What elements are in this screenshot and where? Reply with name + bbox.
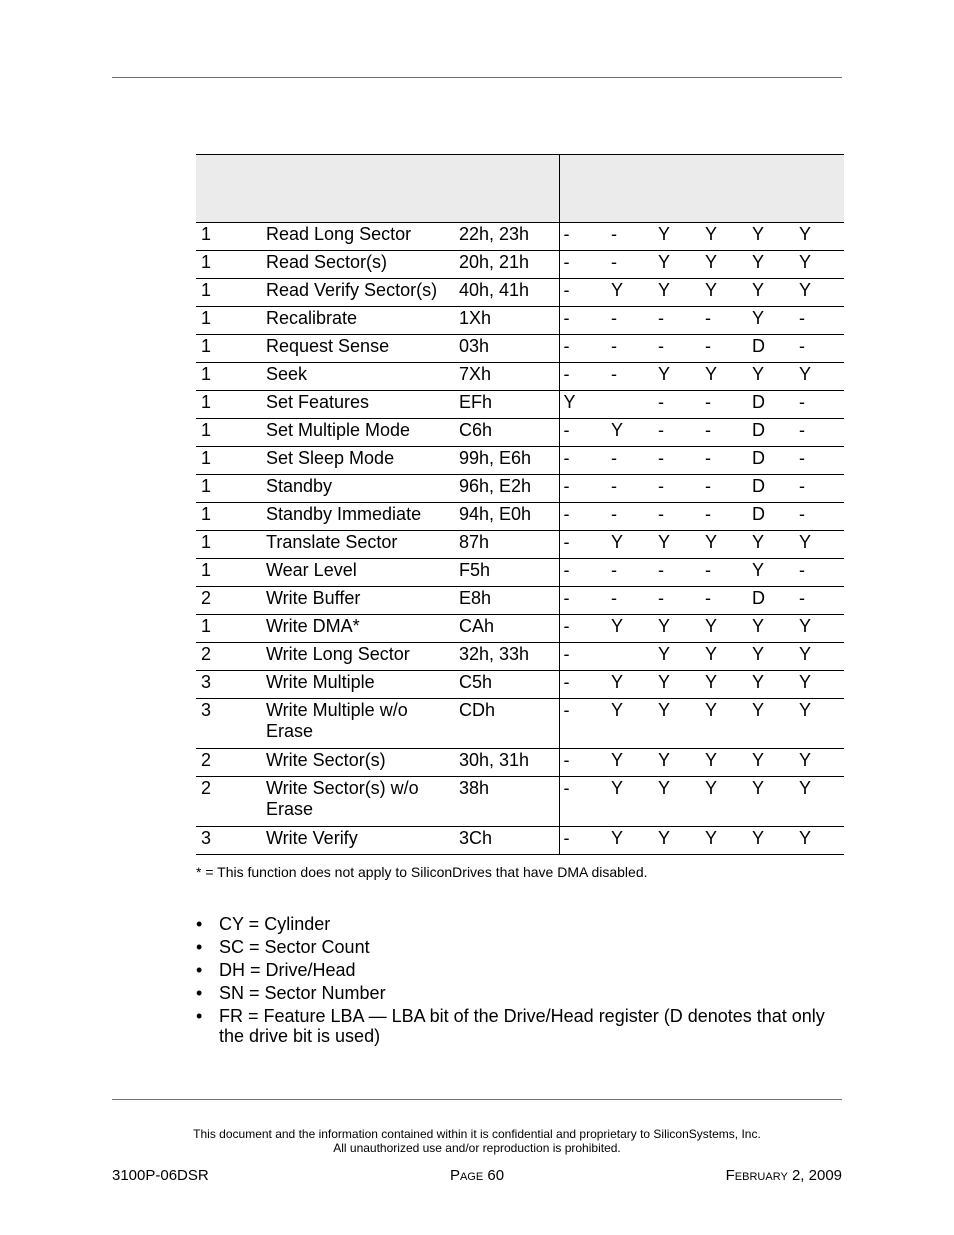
class-cell: 1 xyxy=(196,615,262,643)
sn-cell: - xyxy=(654,475,701,503)
table-row xyxy=(196,251,844,279)
sc-cell: - xyxy=(607,223,654,251)
lba-cell: Y xyxy=(795,827,844,855)
lba-cell: Y xyxy=(795,777,844,827)
lba-cell: Y xyxy=(795,699,844,749)
table-row xyxy=(196,531,844,559)
command-name-cell: Standby xyxy=(262,475,455,503)
sn-cell: - xyxy=(654,391,701,419)
lba-cell: - xyxy=(795,335,844,363)
command-name-cell: Read Sector(s) xyxy=(262,251,455,279)
cy-cell: - xyxy=(701,503,748,531)
command-name-cell: Write DMA* xyxy=(262,615,455,643)
dh-cell: Y xyxy=(748,307,795,335)
code-cell: 3Ch xyxy=(455,827,559,855)
header-rule xyxy=(112,77,842,78)
sn-cell: Y xyxy=(654,777,701,827)
class-cell: 2 xyxy=(196,587,262,615)
fr-cell: - xyxy=(559,307,607,335)
sc-cell: - xyxy=(607,251,654,279)
class-cell: 1 xyxy=(196,391,262,419)
command-name-cell: Read Verify Sector(s) xyxy=(262,279,455,307)
code-cell: 03h xyxy=(455,335,559,363)
definition-text: FR = Feature LBA — LBA bit of the Drive/Head register (D denotes that only the drive bit is used) xyxy=(219,1006,825,1046)
table-row xyxy=(196,643,844,671)
definition-item xyxy=(196,914,836,934)
command-name-cell: Set Features xyxy=(262,391,455,419)
sn-cell: Y xyxy=(654,223,701,251)
sn-cell: - xyxy=(654,307,701,335)
sc-cell xyxy=(607,643,654,671)
cy-cell: - xyxy=(701,419,748,447)
class-cell: 1 xyxy=(196,503,262,531)
lba-cell: Y xyxy=(795,671,844,699)
fr-cell: - xyxy=(559,587,607,615)
cy-cell: - xyxy=(701,587,748,615)
definition-item xyxy=(196,937,836,957)
table-row xyxy=(196,279,844,307)
sc-cell: Y xyxy=(607,699,654,749)
command-name-cell: Write Multiple xyxy=(262,671,455,699)
bullet-icon: • xyxy=(196,937,203,957)
sc-cell: - xyxy=(607,363,654,391)
fr-cell: - xyxy=(559,251,607,279)
class-cell: 3 xyxy=(196,827,262,855)
table-row xyxy=(196,671,844,699)
date-month-initial: F xyxy=(725,1167,735,1184)
lba-cell: - xyxy=(795,419,844,447)
fr-cell: - xyxy=(559,615,607,643)
cy-cell: Y xyxy=(701,615,748,643)
table-row xyxy=(196,447,844,475)
dh-cell: Y xyxy=(748,827,795,855)
command-name-cell: Seek xyxy=(262,363,455,391)
command-name-cell: Translate Sector xyxy=(262,531,455,559)
sn-cell: Y xyxy=(654,251,701,279)
sc-cell: Y xyxy=(607,279,654,307)
sc-cell: - xyxy=(607,503,654,531)
table-row xyxy=(196,559,844,587)
dh-cell: Y xyxy=(748,699,795,749)
bullet-icon: • xyxy=(196,983,203,1003)
lba-cell: Y xyxy=(795,251,844,279)
code-cell: 87h xyxy=(455,531,559,559)
fr-cell: - xyxy=(559,419,607,447)
command-name-cell: Standby Immediate xyxy=(262,503,455,531)
dh-cell: Y xyxy=(748,223,795,251)
class-cell: 1 xyxy=(196,531,262,559)
sc-cell: Y xyxy=(607,671,654,699)
cy-cell: Y xyxy=(701,223,748,251)
lba-cell: Y xyxy=(795,363,844,391)
definition-text: DH = Drive/Head xyxy=(219,960,356,980)
command-name-cell: Write Long Sector xyxy=(262,643,455,671)
fr-cell: - xyxy=(559,827,607,855)
definition-item xyxy=(196,983,836,1003)
cy-cell: Y xyxy=(701,749,748,777)
dh-cell: Y xyxy=(748,251,795,279)
table-row xyxy=(196,363,844,391)
class-cell: 1 xyxy=(196,335,262,363)
code-cell: 22h, 23h xyxy=(455,223,559,251)
confidentiality-notice xyxy=(112,1127,842,1155)
fr-cell: - xyxy=(559,223,607,251)
fr-cell: - xyxy=(559,749,607,777)
sc-cell: Y xyxy=(607,749,654,777)
code-cell: C5h xyxy=(455,671,559,699)
code-cell: 7Xh xyxy=(455,363,559,391)
table-body xyxy=(196,223,844,855)
class-cell: 3 xyxy=(196,671,262,699)
table-row xyxy=(196,777,844,827)
date-month-rest: EBRUARY xyxy=(734,1171,788,1183)
code-cell: EFh xyxy=(455,391,559,419)
cy-cell: Y xyxy=(701,363,748,391)
class-cell: 1 xyxy=(196,559,262,587)
table-row xyxy=(196,699,844,749)
code-cell: 1Xh xyxy=(455,307,559,335)
sn-cell: Y xyxy=(654,363,701,391)
sn-cell: Y xyxy=(654,279,701,307)
class-cell: 1 xyxy=(196,251,262,279)
table-header-right xyxy=(559,155,844,223)
sn-cell: - xyxy=(654,559,701,587)
table-row xyxy=(196,391,844,419)
class-cell: 3 xyxy=(196,699,262,749)
cy-cell: Y xyxy=(701,777,748,827)
class-cell: 1 xyxy=(196,475,262,503)
dh-cell: D xyxy=(748,391,795,419)
page-number-value: 60 xyxy=(487,1167,505,1184)
cy-cell: - xyxy=(701,475,748,503)
fr-cell: - xyxy=(559,363,607,391)
bullet-icon: • xyxy=(196,960,203,980)
code-cell: 20h, 21h xyxy=(455,251,559,279)
table-row xyxy=(196,503,844,531)
table-row xyxy=(196,587,844,615)
cy-cell: Y xyxy=(701,699,748,749)
code-cell: 94h, E0h xyxy=(455,503,559,531)
cy-cell: Y xyxy=(701,251,748,279)
dh-cell: Y xyxy=(748,279,795,307)
cy-cell: Y xyxy=(701,279,748,307)
code-cell: C6h xyxy=(455,419,559,447)
dh-cell: Y xyxy=(748,531,795,559)
table-row xyxy=(196,419,844,447)
sc-cell: Y xyxy=(607,827,654,855)
lba-cell: Y xyxy=(795,223,844,251)
dh-cell: D xyxy=(748,475,795,503)
sc-cell: Y xyxy=(607,419,654,447)
fr-cell: - xyxy=(559,335,607,363)
lba-cell: - xyxy=(795,447,844,475)
sc-cell: - xyxy=(607,447,654,475)
table-row xyxy=(196,475,844,503)
fr-cell: - xyxy=(559,279,607,307)
code-cell: 38h xyxy=(455,777,559,827)
bullet-icon: • xyxy=(196,914,203,934)
class-cell: 2 xyxy=(196,749,262,777)
command-name-cell: Write Verify xyxy=(262,827,455,855)
command-name-cell: Read Long Sector xyxy=(262,223,455,251)
fr-cell: - xyxy=(559,671,607,699)
fr-cell: - xyxy=(559,559,607,587)
bullet-icon: • xyxy=(196,1006,203,1026)
table-header-left xyxy=(196,155,559,223)
definition-item xyxy=(196,1006,836,1046)
dh-cell: Y xyxy=(748,615,795,643)
cy-cell: - xyxy=(701,559,748,587)
cy-cell: Y xyxy=(701,671,748,699)
dh-cell: D xyxy=(748,587,795,615)
fr-cell: - xyxy=(559,475,607,503)
fr-cell: - xyxy=(559,447,607,475)
class-cell: 1 xyxy=(196,279,262,307)
class-cell: 1 xyxy=(196,307,262,335)
document-date xyxy=(726,1167,842,1184)
code-cell: CAh xyxy=(455,615,559,643)
command-name-cell: Request Sense xyxy=(262,335,455,363)
code-cell: 99h, E6h xyxy=(455,447,559,475)
date-rest: 2, 2009 xyxy=(791,1167,842,1184)
table-row xyxy=(196,307,844,335)
definition-item xyxy=(196,960,836,980)
sc-cell: - xyxy=(607,475,654,503)
class-cell: 1 xyxy=(196,447,262,475)
cy-cell: Y xyxy=(701,827,748,855)
fr-cell: - xyxy=(559,531,607,559)
lba-cell: - xyxy=(795,391,844,419)
class-cell: 1 xyxy=(196,223,262,251)
command-name-cell: Write Sector(s) xyxy=(262,749,455,777)
document-id: 3100P-06DSR xyxy=(112,1167,209,1184)
dh-cell: Y xyxy=(748,749,795,777)
lba-cell: Y xyxy=(795,279,844,307)
page-prefix-initial: P xyxy=(449,1167,460,1184)
dh-cell: Y xyxy=(748,363,795,391)
dh-cell: Y xyxy=(748,559,795,587)
lba-cell: Y xyxy=(795,531,844,559)
table-footnote: * = This function does not apply to SiliconDrives that have DMA disabled. xyxy=(196,864,648,880)
code-cell: 30h, 31h xyxy=(455,749,559,777)
fr-cell: Y xyxy=(559,391,607,419)
sc-cell: - xyxy=(607,559,654,587)
sn-cell: Y xyxy=(654,699,701,749)
definition-text: CY = Cylinder xyxy=(219,914,331,934)
lba-cell: - xyxy=(795,475,844,503)
confidentiality-line-1: This document and the information contained within it is confidential and proprietary to SiliconSystems, Inc. xyxy=(193,1127,761,1141)
dh-cell: Y xyxy=(748,643,795,671)
sc-cell: - xyxy=(607,307,654,335)
code-cell: E8h xyxy=(455,587,559,615)
fr-cell: - xyxy=(559,777,607,827)
definition-text: SC = Sector Count xyxy=(219,937,370,957)
command-name-cell: Write Buffer xyxy=(262,587,455,615)
lba-cell: - xyxy=(795,307,844,335)
sn-cell: Y xyxy=(654,643,701,671)
dh-cell: Y xyxy=(748,777,795,827)
fr-cell: - xyxy=(559,503,607,531)
table-header-row xyxy=(196,155,844,223)
table-row xyxy=(196,749,844,777)
code-cell: 32h, 33h xyxy=(455,643,559,671)
sn-cell: - xyxy=(654,503,701,531)
dh-cell: D xyxy=(748,335,795,363)
command-name-cell: Wear Level xyxy=(262,559,455,587)
confidentiality-line-2: All unauthorized use and/or reproduction is prohibited. xyxy=(333,1141,621,1155)
command-name-cell: Set Sleep Mode xyxy=(262,447,455,475)
code-cell: CDh xyxy=(455,699,559,749)
sc-cell: Y xyxy=(607,615,654,643)
code-cell: 40h, 41h xyxy=(455,279,559,307)
page-prefix-rest: AGE xyxy=(459,1171,484,1183)
sc-cell: Y xyxy=(607,777,654,827)
abbreviation-list xyxy=(196,914,836,1049)
sn-cell: Y xyxy=(654,531,701,559)
cy-cell: - xyxy=(701,307,748,335)
command-table xyxy=(196,154,844,855)
fr-cell: - xyxy=(559,699,607,749)
code-cell: F5h xyxy=(455,559,559,587)
sn-cell: Y xyxy=(654,749,701,777)
cy-cell: - xyxy=(701,447,748,475)
table-row xyxy=(196,827,844,855)
lba-cell: Y xyxy=(795,643,844,671)
sc-cell: - xyxy=(607,587,654,615)
dh-cell: D xyxy=(748,503,795,531)
cy-cell: - xyxy=(701,391,748,419)
sc-cell: - xyxy=(607,335,654,363)
dh-cell: Y xyxy=(748,671,795,699)
class-cell: 2 xyxy=(196,643,262,671)
class-cell: 2 xyxy=(196,777,262,827)
sn-cell: - xyxy=(654,335,701,363)
table-row xyxy=(196,335,844,363)
code-cell: 96h, E2h xyxy=(455,475,559,503)
dh-cell: D xyxy=(748,419,795,447)
cy-cell: Y xyxy=(701,531,748,559)
sc-cell xyxy=(607,391,654,419)
command-name-cell: Write Multiple w/o Erase xyxy=(262,699,455,749)
sn-cell: - xyxy=(654,447,701,475)
command-name-cell: Write Sector(s) w/o Erase xyxy=(262,777,455,827)
class-cell: 1 xyxy=(196,419,262,447)
class-cell: 1 xyxy=(196,363,262,391)
table-row xyxy=(196,223,844,251)
sn-cell: Y xyxy=(654,827,701,855)
table-row xyxy=(196,615,844,643)
footer-rule xyxy=(112,1099,842,1100)
cy-cell: - xyxy=(701,335,748,363)
sn-cell: - xyxy=(654,419,701,447)
lba-cell: Y xyxy=(795,749,844,777)
sn-cell: - xyxy=(654,587,701,615)
lba-cell: - xyxy=(795,587,844,615)
lba-cell: - xyxy=(795,559,844,587)
definition-text: SN = Sector Number xyxy=(219,983,386,1003)
sc-cell: Y xyxy=(607,531,654,559)
sn-cell: Y xyxy=(654,615,701,643)
command-name-cell: Recalibrate xyxy=(262,307,455,335)
lba-cell: Y xyxy=(795,615,844,643)
command-name-cell: Set Multiple Mode xyxy=(262,419,455,447)
fr-cell: - xyxy=(559,643,607,671)
cy-cell: Y xyxy=(701,643,748,671)
lba-cell: - xyxy=(795,503,844,531)
dh-cell: D xyxy=(748,447,795,475)
sn-cell: Y xyxy=(654,671,701,699)
